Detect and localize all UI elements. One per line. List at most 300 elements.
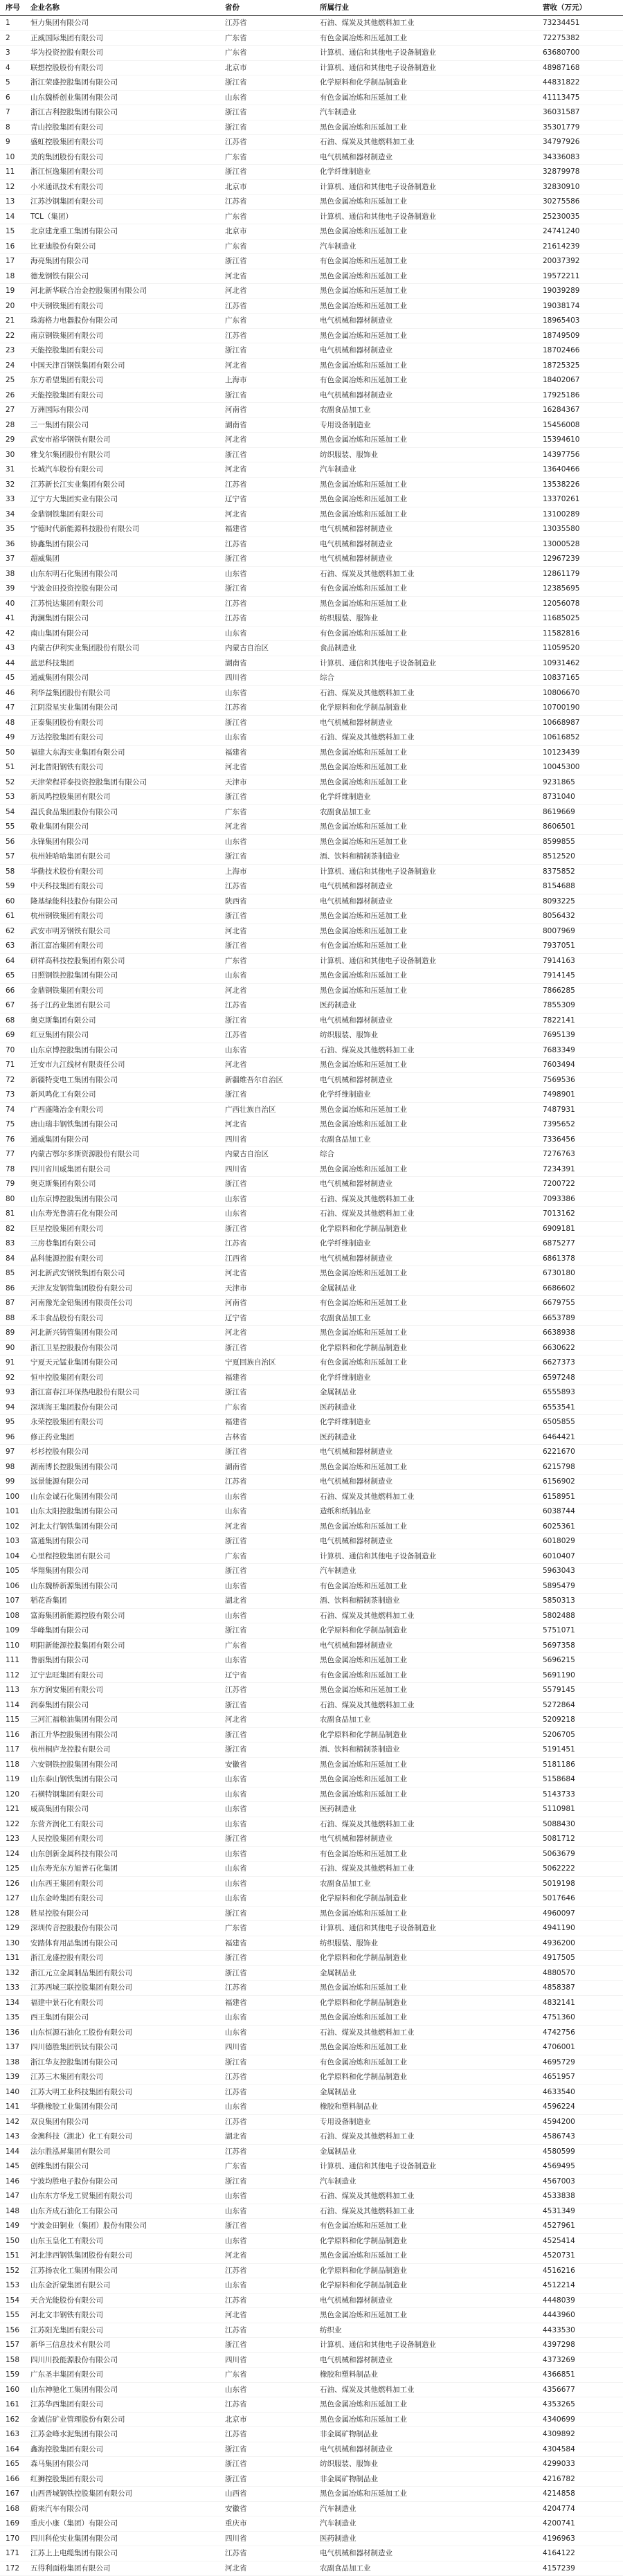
industry-cell: 农副食品加工业 xyxy=(320,1310,541,1326)
table-row xyxy=(0,60,623,75)
revenue-cell: 4373269 xyxy=(541,2352,623,2368)
industry-cell: 黑色金属冶炼和压延加工业 xyxy=(320,1117,541,1133)
industry-cell: 农副食品加工业 xyxy=(320,1132,541,1147)
rank-cell: 117 xyxy=(0,1742,28,1758)
company-name-cell: 山东齐成石油化工有限公司 xyxy=(28,2204,225,2219)
company-name-cell: 山东金诚石化集团有限公司 xyxy=(28,1489,225,1504)
table-row xyxy=(0,1534,623,1549)
province-cell: 江苏省 xyxy=(225,2546,320,2561)
rank-cell: 121 xyxy=(0,1802,28,1817)
revenue-cell: 4742756 xyxy=(541,2025,623,2040)
industry-cell: 医药制造业 xyxy=(320,998,541,1014)
rank-cell: 52 xyxy=(0,775,28,790)
revenue-cell: 4157239 xyxy=(541,2561,623,2576)
industry-cell: 石油、煤炭及其他燃料加工业 xyxy=(320,2025,541,2040)
province-cell: 山东省 xyxy=(225,1207,320,1222)
table-row xyxy=(0,820,623,835)
revenue-cell: 7336456 xyxy=(541,1132,623,1147)
company-name-cell: 四川德胜集团钒钛有限公司 xyxy=(28,2040,225,2055)
province-cell: 浙江省 xyxy=(225,909,320,924)
rank-cell: 40 xyxy=(0,596,28,611)
industry-cell: 纺织服装、服饰业 xyxy=(320,1936,541,1951)
table-row xyxy=(0,1891,623,1907)
revenue-cell: 73234451 xyxy=(541,16,623,31)
revenue-cell: 18702466 xyxy=(541,343,623,359)
company-name-cell: 深圳传音控股股份有限公司 xyxy=(28,1921,225,1936)
table-row xyxy=(0,90,623,105)
rank-cell: 44 xyxy=(0,656,28,671)
industry-cell: 黑色金属冶炼和压延加工业 xyxy=(320,1266,541,1281)
company-name-cell: 三河汇福粮油集团有限公司 xyxy=(28,1713,225,1728)
company-name-cell: 山东魏桥创业集团有限公司 xyxy=(28,90,225,105)
industry-cell: 黑色金属冶炼和压延加工业 xyxy=(320,120,541,135)
rank-cell: 56 xyxy=(0,834,28,849)
revenue-cell: 10806670 xyxy=(541,685,623,701)
rank-cell: 92 xyxy=(0,1370,28,1385)
province-cell: 山东省 xyxy=(225,2204,320,2219)
revenue-cell: 4594200 xyxy=(541,2114,623,2129)
revenue-cell: 13000528 xyxy=(541,537,623,552)
revenue-cell: 13035580 xyxy=(541,522,623,537)
province-cell: 浙江省 xyxy=(225,1564,320,1579)
revenue-cell: 19039289 xyxy=(541,284,623,299)
revenue-cell: 4751360 xyxy=(541,2010,623,2026)
revenue-cell: 4832141 xyxy=(541,1995,623,2010)
industry-cell: 黑色金属冶炼和压延加工业 xyxy=(320,1326,541,1341)
province-cell: 浙江省 xyxy=(225,1445,320,1460)
table-row xyxy=(0,1370,623,1385)
company-name-cell: 德龙钢铁有限公司 xyxy=(28,269,225,284)
revenue-cell: 7395652 xyxy=(541,1117,623,1133)
table-row xyxy=(0,2308,623,2323)
table-row xyxy=(0,1266,623,1281)
table-row xyxy=(0,1132,623,1147)
table-row xyxy=(0,2263,623,2278)
revenue-cell: 7569536 xyxy=(541,1072,623,1088)
company-name-cell: 鲁丽集团有限公司 xyxy=(28,1653,225,1668)
province-cell: 河北省 xyxy=(225,924,320,939)
revenue-cell: 48987168 xyxy=(541,60,623,75)
revenue-cell: 13640466 xyxy=(541,462,623,478)
province-cell: 广东省 xyxy=(225,2368,320,2383)
province-cell: 江苏省 xyxy=(225,2144,320,2159)
industry-cell: 化学原料和化学制品制造业 xyxy=(320,1727,541,1742)
province-cell: 河北省 xyxy=(225,2308,320,2323)
company-name-cell: 山东西王集团有限公司 xyxy=(28,1876,225,1891)
company-name-cell: 正泰集团股份有限公司 xyxy=(28,715,225,730)
rank-cell: 45 xyxy=(0,671,28,686)
industry-cell: 电气机械和器材制造业 xyxy=(320,1072,541,1088)
company-name-cell: 鑫海控股集团有限公司 xyxy=(28,2442,225,2457)
table-row xyxy=(0,2323,623,2338)
province-cell: 浙江省 xyxy=(225,1965,320,1981)
revenue-cell: 4448039 xyxy=(541,2293,623,2308)
company-name-cell: 江苏三木集团有限公司 xyxy=(28,2070,225,2085)
revenue-cell: 15394610 xyxy=(541,433,623,448)
table-row xyxy=(0,760,623,775)
industry-cell: 石油、煤炭及其他燃料加工业 xyxy=(320,685,541,701)
rank-cell: 53 xyxy=(0,790,28,805)
company-name-cell: 金鼎钢铁集团有限公司 xyxy=(28,507,225,522)
table-row xyxy=(0,2352,623,2368)
company-name-cell: 红豆集团有限公司 xyxy=(28,1028,225,1043)
table-row xyxy=(0,775,623,790)
province-cell: 江苏省 xyxy=(225,1683,320,1698)
rank-cell: 72 xyxy=(0,1072,28,1088)
table-row xyxy=(0,2084,623,2100)
industry-cell: 酒、饮料和精制茶制造业 xyxy=(320,849,541,865)
industry-cell: 计算机、通信和其他电子设备制造业 xyxy=(320,179,541,195)
table-row xyxy=(0,507,623,522)
revenue-cell: 12385695 xyxy=(541,582,623,597)
rank-cell: 122 xyxy=(0,1817,28,1832)
company-name-cell: 广东圣丰集团有限公司 xyxy=(28,2368,225,2383)
industry-cell: 黑色金属冶炼和压延加工业 xyxy=(320,507,541,522)
table-row xyxy=(0,849,623,865)
province-cell: 山东省 xyxy=(225,566,320,582)
company-name-cell: 比亚迪股份有限公司 xyxy=(28,239,225,254)
company-name-cell: 南山集团有限公司 xyxy=(28,626,225,641)
industry-cell: 汽车制造业 xyxy=(320,1564,541,1579)
province-cell: 江苏省 xyxy=(225,998,320,1014)
rank-cell: 101 xyxy=(0,1504,28,1520)
rank-cell: 154 xyxy=(0,2293,28,2308)
revenue-cell: 8154688 xyxy=(541,879,623,894)
company-name-cell: 湖南博长控股集团有限公司 xyxy=(28,1459,225,1475)
table-row xyxy=(0,626,623,641)
province-cell: 广东省 xyxy=(225,953,320,969)
rank-cell: 66 xyxy=(0,983,28,998)
rank-cell: 127 xyxy=(0,1891,28,1907)
province-cell: 江苏省 xyxy=(225,701,320,716)
province-cell: 江苏省 xyxy=(225,2427,320,2442)
revenue-cell: 36031587 xyxy=(541,105,623,120)
province-cell: 四川省 xyxy=(225,671,320,686)
rank-cell: 140 xyxy=(0,2084,28,2100)
revenue-cell: 7855309 xyxy=(541,998,623,1014)
company-name-cell: 富海集团新能源控股有限公司 xyxy=(28,1608,225,1623)
province-cell: 福建省 xyxy=(225,1936,320,1951)
company-name-cell: 河北文丰钢铁有限公司 xyxy=(28,2308,225,2323)
rank-cell: 169 xyxy=(0,2516,28,2532)
table-row xyxy=(0,2040,623,2055)
province-cell: 江西省 xyxy=(225,1251,320,1266)
table-row xyxy=(0,388,623,403)
province-cell: 山东省 xyxy=(225,2025,320,2040)
rank-cell: 109 xyxy=(0,1623,28,1639)
industry-cell: 黑色金属冶炼和压延加工业 xyxy=(320,834,541,849)
province-cell: 浙江省 xyxy=(225,1742,320,1758)
table-row xyxy=(0,1385,623,1400)
company-name-cell: 河北津西钢铁集团股份有限公司 xyxy=(28,2249,225,2264)
company-name-cell: 华峰集团有限公司 xyxy=(28,1623,225,1639)
table-header xyxy=(0,0,623,16)
province-cell: 北京市 xyxy=(225,224,320,240)
company-name-cell: 浙江富春江环保热电股份有限公司 xyxy=(28,1385,225,1400)
table-row xyxy=(0,492,623,507)
company-name-cell: 法尔胜泓昇集团有限公司 xyxy=(28,2144,225,2159)
table-row xyxy=(0,2442,623,2457)
revenue-cell: 5850313 xyxy=(541,1594,623,1609)
province-cell: 河北省 xyxy=(225,760,320,775)
company-name-cell: 金澳科技（湖北）化工有限公司 xyxy=(28,2129,225,2145)
rank-cell: 63 xyxy=(0,939,28,954)
province-cell: 广东省 xyxy=(225,209,320,224)
rank-cell: 51 xyxy=(0,760,28,775)
province-cell: 山东省 xyxy=(225,2233,320,2249)
rank-cell: 131 xyxy=(0,1951,28,1966)
table-row xyxy=(0,1504,623,1520)
revenue-cell: 8619669 xyxy=(541,804,623,820)
rank-cell: 90 xyxy=(0,1340,28,1355)
rank-cell: 162 xyxy=(0,2412,28,2427)
company-name-cell: 敬业集团有限公司 xyxy=(28,820,225,835)
rank-cell: 81 xyxy=(0,1207,28,1222)
table-row xyxy=(0,1251,623,1266)
province-cell: 湖南省 xyxy=(225,656,320,671)
table-row xyxy=(0,1772,623,1787)
industry-cell: 黑色金属冶炼和压延加工业 xyxy=(320,745,541,760)
company-name-cell: 南京钢铁集团有限公司 xyxy=(28,328,225,343)
rank-cell: 69 xyxy=(0,1028,28,1043)
industry-cell: 电气机械和器材制造业 xyxy=(320,522,541,537)
revenue-cell: 6505855 xyxy=(541,1415,623,1430)
province-cell: 河北省 xyxy=(225,983,320,998)
province-cell: 江苏省 xyxy=(225,2263,320,2278)
company-name-cell: 武安市裕华钢铁有限公司 xyxy=(28,433,225,448)
table-row xyxy=(0,328,623,343)
table-row xyxy=(0,1310,623,1326)
industry-cell: 黑色金属冶炼和压延加工业 xyxy=(320,1772,541,1787)
table-row xyxy=(0,1713,623,1728)
table-row xyxy=(0,298,623,314)
industry-cell: 石油、煤炭及其他燃料加工业 xyxy=(320,1191,541,1207)
industry-cell: 黑色金属冶炼和压延加工业 xyxy=(320,1906,541,1921)
rank-cell: 74 xyxy=(0,1102,28,1117)
company-name-cell: 浙江龙盛控股有限公司 xyxy=(28,1951,225,1966)
revenue-cell: 10931462 xyxy=(541,656,623,671)
province-cell: 广东省 xyxy=(225,239,320,254)
revenue-cell: 4397298 xyxy=(541,2338,623,2353)
industry-cell: 医药制造业 xyxy=(320,1802,541,1817)
industry-cell: 电气机械和器材制造业 xyxy=(320,1832,541,1847)
rank-cell: 6 xyxy=(0,90,28,105)
table-row xyxy=(0,2204,623,2219)
province-cell: 山东省 xyxy=(225,1043,320,1058)
rank-cell: 60 xyxy=(0,894,28,909)
revenue-cell: 12056078 xyxy=(541,596,623,611)
table-row xyxy=(0,2100,623,2115)
company-name-cell: 天能控股集团有限公司 xyxy=(28,343,225,359)
industry-cell: 黑色金属冶炼和压延加工业 xyxy=(320,2412,541,2427)
industry-cell: 食品制造业 xyxy=(320,641,541,656)
province-cell: 河北省 xyxy=(225,1326,320,1341)
rank-cell: 124 xyxy=(0,1846,28,1862)
rank-cell: 153 xyxy=(0,2278,28,2294)
company-name-cell: 东方希望集团有限公司 xyxy=(28,373,225,388)
industry-cell: 有色金属冶炼和压延加工业 xyxy=(320,939,541,954)
revenue-cell: 5019198 xyxy=(541,1876,623,1891)
province-cell: 河北省 xyxy=(225,358,320,373)
company-name-cell: 河北新华联合冶金控股集团有限公司 xyxy=(28,284,225,299)
header-row xyxy=(0,0,623,16)
province-cell: 河北省 xyxy=(225,433,320,448)
rank-cell: 97 xyxy=(0,1445,28,1460)
revenue-cell: 5696215 xyxy=(541,1653,623,1668)
revenue-cell: 6686602 xyxy=(541,1281,623,1296)
table-row xyxy=(0,46,623,61)
company-name-cell: 杭州娃哈哈集团有限公司 xyxy=(28,849,225,865)
revenue-cell: 5110981 xyxy=(541,1802,623,1817)
table-row xyxy=(0,2397,623,2413)
revenue-cell: 4520731 xyxy=(541,2249,623,2264)
company-name-cell: 三一集团有限公司 xyxy=(28,417,225,433)
table-row xyxy=(0,2159,623,2174)
rank-cell: 27 xyxy=(0,403,28,418)
province-cell: 浙江省 xyxy=(225,75,320,91)
revenue-cell: 6215798 xyxy=(541,1459,623,1475)
industry-cell: 造纸和纸制品业 xyxy=(320,1504,541,1520)
province-cell: 河北省 xyxy=(225,1713,320,1728)
company-name-cell: 人民控股集团有限公司 xyxy=(28,1832,225,1847)
company-name-cell: 江苏新长江实业集团有限公司 xyxy=(28,477,225,492)
rank-cell: 103 xyxy=(0,1534,28,1549)
revenue-cell: 5697358 xyxy=(541,1638,623,1653)
company-name-cell: 迁安市九江线材有限责任公司 xyxy=(28,1058,225,1073)
industry-cell: 农副食品加工业 xyxy=(320,403,541,418)
province-cell: 浙江省 xyxy=(225,165,320,180)
revenue-cell: 20037392 xyxy=(541,254,623,269)
company-name-cell: 内蒙古伊利实业集团股份有限公司 xyxy=(28,641,225,656)
province-cell: 河北省 xyxy=(225,1117,320,1133)
revenue-cell: 5691190 xyxy=(541,1668,623,1683)
company-name-cell: 江苏悦达集团有限公司 xyxy=(28,596,225,611)
rank-cell: 71 xyxy=(0,1058,28,1073)
revenue-cell: 18725325 xyxy=(541,358,623,373)
province-cell: 广东省 xyxy=(225,30,320,46)
company-name-cell: 山东东方华龙工贸集团有限公司 xyxy=(28,2189,225,2204)
company-name-cell: 石横特钢集团有限公司 xyxy=(28,1787,225,1802)
province-cell: 安徽省 xyxy=(225,2501,320,2516)
province-cell: 北京市 xyxy=(225,2412,320,2427)
rank-cell: 5 xyxy=(0,75,28,91)
company-name-cell: 新疆特变电工集团有限公司 xyxy=(28,1072,225,1088)
industry-cell: 黑色金属冶炼和压延加工业 xyxy=(320,1757,541,1772)
revenue-cell: 4531349 xyxy=(541,2204,623,2219)
industry-cell: 石油、煤炭及其他燃料加工业 xyxy=(320,1207,541,1222)
industry-cell: 石油、煤炭及其他燃料加工业 xyxy=(320,1489,541,1504)
industry-cell: 化学原料和化学制品制造业 xyxy=(320,75,541,91)
industry-cell: 石油、煤炭及其他燃料加工业 xyxy=(320,1817,541,1832)
revenue-cell: 4512214 xyxy=(541,2278,623,2294)
province-cell: 浙江省 xyxy=(225,2442,320,2457)
rank-cell: 47 xyxy=(0,701,28,716)
province-cell: 重庆市 xyxy=(225,2516,320,2532)
table-row xyxy=(0,2531,623,2546)
province-cell: 山东省 xyxy=(225,2278,320,2294)
revenue-cell: 8599855 xyxy=(541,834,623,849)
table-row xyxy=(0,165,623,180)
revenue-cell: 4299033 xyxy=(541,2457,623,2472)
rank-cell: 160 xyxy=(0,2382,28,2397)
company-name-cell: 红狮控股集团有限公司 xyxy=(28,2471,225,2487)
table-row xyxy=(0,1415,623,1430)
province-cell: 浙江省 xyxy=(225,105,320,120)
table-row xyxy=(0,1638,623,1653)
province-cell: 浙江省 xyxy=(225,388,320,403)
industry-cell: 橡胶和塑料制品业 xyxy=(320,2368,541,2383)
province-cell: 河北省 xyxy=(225,2249,320,2264)
revenue-cell: 6597248 xyxy=(541,1370,623,1385)
industry-cell: 计算机、通信和其他电子设备制造业 xyxy=(320,209,541,224)
company-name-cell: 深圳海王集团股份有限公司 xyxy=(28,1400,225,1415)
table-row xyxy=(0,2219,623,2234)
table-row xyxy=(0,1981,623,1996)
rank-cell: 126 xyxy=(0,1876,28,1891)
table-row xyxy=(0,2174,623,2189)
revenue-cell: 16284367 xyxy=(541,403,623,418)
revenue-cell: 5062222 xyxy=(541,1862,623,1877)
industry-cell: 农副食品加工业 xyxy=(320,1713,541,1728)
table-row xyxy=(0,2025,623,2040)
revenue-cell: 4580599 xyxy=(541,2144,623,2159)
industry-cell: 黑色金属冶炼和压延加工业 xyxy=(320,1653,541,1668)
industry-cell: 黑色金属冶炼和压延加工业 xyxy=(320,298,541,314)
province-cell: 天津市 xyxy=(225,1281,320,1296)
company-name-cell: 威高集团有限公司 xyxy=(28,1802,225,1817)
industry-cell: 电气机械和器材制造业 xyxy=(320,879,541,894)
table-row xyxy=(0,671,623,686)
rank-cell: 137 xyxy=(0,2040,28,2055)
industry-cell: 计算机、通信和其他电子设备制造业 xyxy=(320,1921,541,1936)
company-name-cell: 恒力集团有限公司 xyxy=(28,16,225,31)
industry-cell: 黑色金属冶炼和压延加工业 xyxy=(320,224,541,240)
revenue-cell: 4880570 xyxy=(541,1965,623,1981)
revenue-cell: 6730180 xyxy=(541,1266,623,1281)
company-name-cell: 浙江元立金属制品集团有限公司 xyxy=(28,1965,225,1981)
revenue-cell: 18965403 xyxy=(541,314,623,329)
revenue-cell: 4858387 xyxy=(541,1981,623,1996)
table-row xyxy=(0,1489,623,1504)
industry-cell: 石油、煤炭及其他燃料加工业 xyxy=(320,1862,541,1877)
revenue-cell: 7937051 xyxy=(541,939,623,954)
revenue-cell: 7487931 xyxy=(541,1102,623,1117)
table-row xyxy=(0,314,623,329)
company-name-cell: 浙江恒逸集团有限公司 xyxy=(28,165,225,180)
province-cell: 浙江省 xyxy=(225,1623,320,1639)
company-name-cell: 四川科伦实业集团有限公司 xyxy=(28,2531,225,2546)
company-name-cell: 海澜集团有限公司 xyxy=(28,611,225,627)
province-cell: 浙江省 xyxy=(225,120,320,135)
industry-cell: 酒、饮料和精制茶制造业 xyxy=(320,1594,541,1609)
company-name-cell: 研祥高科技控股集团有限公司 xyxy=(28,953,225,969)
table-row xyxy=(0,269,623,284)
table-row xyxy=(0,2457,623,2472)
revenue-cell: 4695729 xyxy=(541,2055,623,2070)
company-name-cell: 海亮集团有限公司 xyxy=(28,254,225,269)
rank-cell: 65 xyxy=(0,969,28,984)
province-cell: 河南省 xyxy=(225,403,320,418)
table-row xyxy=(0,2368,623,2383)
industry-cell: 金属制品业 xyxy=(320,1281,541,1296)
company-name-cell: 福建大东海实业集团有限公司 xyxy=(28,745,225,760)
table-row xyxy=(0,1355,623,1371)
rank-cell: 89 xyxy=(0,1326,28,1341)
revenue-cell: 4304584 xyxy=(541,2442,623,2457)
revenue-cell: 6909181 xyxy=(541,1221,623,1236)
table-row xyxy=(0,1326,623,1341)
province-cell: 浙江省 xyxy=(225,1013,320,1028)
